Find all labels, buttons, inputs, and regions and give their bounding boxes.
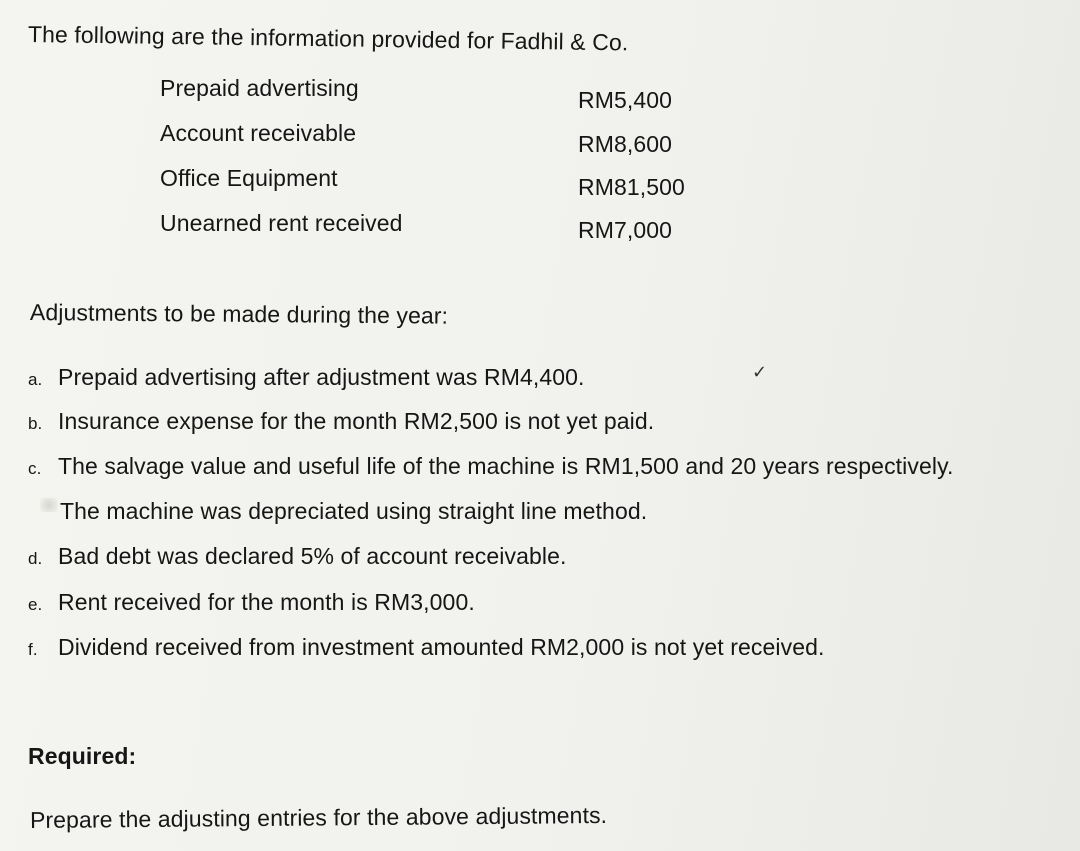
adjustment-text: Insurance expense for the month RM2,500 is not yet paid. xyxy=(58,408,655,434)
adjustments-heading: Adjustments to be made during the year: xyxy=(29,299,449,329)
intro-text: The following are the information provided for Fadhil & Co. xyxy=(27,21,629,56)
adjustment-text: Bad debt was declared 5% of account receivable. xyxy=(58,543,567,569)
task-instruction: Prepare the adjusting entries for the above adjustments. xyxy=(29,801,608,833)
account-label-account-receivable: Account receivable xyxy=(160,120,357,146)
adjustment-text: Prepaid advertising after adjustment was RM4,400. xyxy=(58,364,585,390)
adjustment-item-f xyxy=(28,633,824,664)
scan-smudge xyxy=(40,498,58,512)
adjustment-item-e xyxy=(28,588,475,619)
adjustment-letter: e. xyxy=(28,595,43,614)
adjustment-item-d xyxy=(28,542,566,573)
adjustment-item-b xyxy=(28,407,654,438)
account-amount-office-equipment: RM81,500 xyxy=(578,174,685,200)
adjustment-letter: c. xyxy=(28,459,42,478)
adjustment-letter: b. xyxy=(28,414,43,433)
account-label-office-equipment: Office Equipment xyxy=(160,165,338,191)
account-amount-prepaid-advertising: RM5,400 xyxy=(578,87,673,113)
check-mark-icon: ✓ xyxy=(752,362,768,382)
adjustment-letter: f. xyxy=(28,640,38,659)
account-amount-account-receivable: RM8,600 xyxy=(578,131,673,157)
account-label-unearned-rent: Unearned rent received xyxy=(160,210,403,236)
adjustment-letter: d. xyxy=(28,549,43,568)
account-amount-unearned-rent: RM7,000 xyxy=(578,217,673,243)
adjustment-text: Rent received for the month is RM3,000. xyxy=(58,589,475,615)
account-label-prepaid-advertising: Prepaid advertising xyxy=(160,75,359,101)
adjustment-item-a xyxy=(28,363,585,394)
required-heading: Required: xyxy=(28,743,137,769)
adjustment-item-c xyxy=(28,452,953,483)
adjustment-text: The salvage value and useful life of the machine is RM1,500 and 20 years respectively. xyxy=(58,453,954,479)
adjustment-item-c-continued: The machine was depreciated using straight line method. xyxy=(60,498,648,524)
adjustment-letter: a. xyxy=(28,370,43,389)
adjustment-text: Dividend received from investment amounted RM2,000 is not yet received. xyxy=(58,634,825,660)
